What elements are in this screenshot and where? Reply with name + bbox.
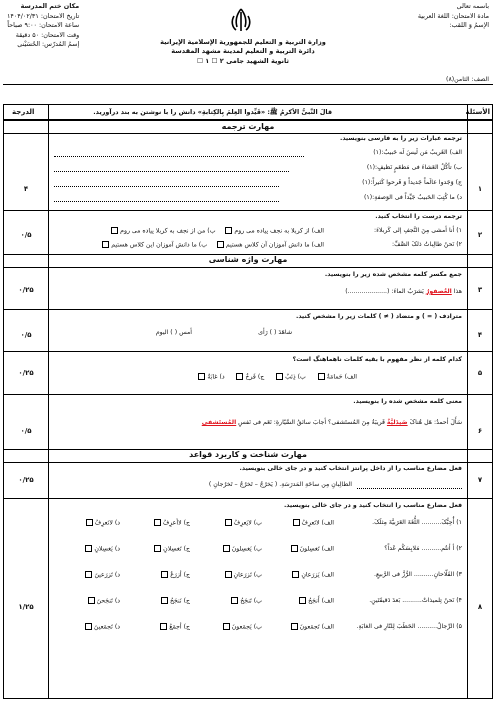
option [84,519,120,528]
checkbox[interactable] [161,571,168,578]
question-sentence [202,419,462,428]
checkbox[interactable] [85,623,92,630]
question-item: ۱) أُحِبُّکَ.......... اللُّغَةَ العَرَبیَّةَ مِثلَکَ. [372,519,462,526]
option-text: الف) حَمامَةٌ [326,373,357,381]
option [158,623,190,632]
checkbox[interactable] [299,597,306,604]
ministry-title: وزارة التربیة و التعلیم للجمهوریة الإسلامیة الإیرانیة [160,38,326,46]
answer-line[interactable] [357,488,462,489]
question-item: ۱) أنا أمشی مِنَ النَّجفِ إلی کَربلاءَ: [373,227,462,234]
question-score: ۴ [23,185,29,193]
checkbox[interactable] [198,373,205,380]
checkbox[interactable] [223,545,230,552]
option [291,519,334,528]
question-sentence [345,288,462,297]
checkbox[interactable] [225,227,232,234]
question-sentence: الطالِبانِ مِن ساحَةِ المَدرَسَةِ. ( یَخرُجُ – تَخرُجُ – تَخرُجانِ ) [208,481,352,488]
question-title: فعل مضارع مناسب را از داخل پرانتز انتخاب کنید و در جای خالی بنویسید. [239,465,462,472]
option-text: د) تَزرَعینَ [94,571,120,579]
question-score: ۰/۵ [20,427,32,435]
question-title: ترجمه عبارات زیر را به فارسی بنویسید. [339,135,462,142]
question-item: د) ما کُتِبَ الحَبیبُ جَیِّداً فی الوَصفةِ:(۱) [364,194,462,201]
highlighted-word: صَیدَلیَّةٌ [386,419,408,426]
question-number: ۸ [477,603,483,611]
answer-line[interactable] [54,156,304,157]
option [223,519,262,528]
sentence-part: سَأَلَ أحمدُ: هَل هُناکَ [409,419,462,426]
question-score: ۰/۲۵ [18,476,34,484]
checkbox[interactable] [225,571,232,578]
word-pair[interactable]: أمس ( ) الیوم [155,329,192,336]
option-text: ب) یَجمَعونَ [231,623,262,631]
question-title: مترادف ( = ) و متضاد ( ≠ ) کلمات زیر را مشخص کنید. [295,313,462,320]
highlighted-word: المُستَشفی [201,419,237,426]
option-text: ج) أجمَعُ [169,623,190,631]
checkbox[interactable] [111,227,118,234]
option-text: ج) أزرَعُ [170,571,190,579]
option [221,623,262,632]
checkbox[interactable] [154,519,161,526]
column-header-row [3,104,493,120]
question-score: ۰/۵ [20,331,32,339]
ministry-block [153,38,333,66]
teacher-name: إسمُ المُدرّس: الحُسَیْنی [17,40,80,49]
checkbox[interactable] [318,373,325,380]
option [83,545,120,554]
checkbox[interactable] [225,519,232,526]
option [229,597,262,606]
question-title: ترجمه درست را انتخاب کنید. [375,213,462,220]
question-item: ۴) نَحنُ تِلمیذاتٌ.......... بَعدَ دَقیقَتَینِ. [369,597,462,604]
option [86,597,120,606]
question-title: کدام کلمه از نظر مفهوم با بقیه کلمات ناهماهنگ است؟ [292,356,462,363]
question-score: ۰/۲۵ [18,286,34,294]
checkbox[interactable] [276,373,283,380]
header-divider [3,84,493,85]
option [83,623,120,632]
grade-label: الصف: الثامن(۸) [446,76,489,83]
option-text: الف) ما دانش آموزان آن کلاس هستیم [225,241,324,249]
option-text: د) لانَعرِفُ [94,519,120,527]
question-item: ۲) أ أنتُم.......... مَلابِسَکُم غَداً؟ [384,545,462,552]
question-item: ج) وَجَدوا عالَماً جَدیداً وَ فَرحوا کَثیراً:(۱) [362,179,462,186]
question-title: فعل مضارع مناسب را انتخاب کنید و در جای خالی بنویسید. [283,502,462,509]
question-score: ۰/۲۵ [18,369,34,377]
question-item: ۵) الرِّجالُ.......... الحَطَبَ لِلنّارِ فی الغابَةِ. [356,623,462,630]
question-score: ۱/۲۵ [18,603,34,611]
checkbox[interactable] [161,597,168,604]
question-number: ۲ [477,231,483,239]
word-pair[interactable]: شاهَدَ ( ) رَأی [258,329,292,336]
checkbox[interactable] [86,519,93,526]
option-text: الف) تَجمَعونَ [299,623,334,631]
question-number: ۵ [477,369,483,377]
answer-line[interactable] [54,201,279,202]
subject-label: مادة الامتحان: اللغة العربیة [417,11,489,20]
checkbox[interactable] [217,241,224,248]
option-text: الف) تَغسِلونَ [299,545,334,553]
question-title: معنی کلمه مشخص شده را بنویسید. [353,398,462,405]
option-text: ب) لایَعرِفُ [233,519,262,527]
question-item: ب) تأکُلُ العَشاءَ فی مَطعَمٍ نَظیفٍ:(۱) [366,164,462,171]
sentence-part: هذا [453,288,462,295]
question-item: ۳) الفَلّاحانِ.......... الرُّزَّ فی الرَّبیعِ. [374,571,462,578]
option-text: ب) تَزرَعانِ [233,571,262,579]
option [290,571,334,580]
question-number: ۴ [477,331,483,339]
option [152,545,190,554]
iran-emblem-icon [226,6,256,36]
option-row [100,241,324,250]
option-text: د) یَغسِلانِ [94,545,120,553]
checkbox[interactable] [231,597,238,604]
checkbox[interactable] [154,545,161,552]
option-text: د) تَجمَعینَ [94,623,120,631]
option-text: ب) ذِئبٌ [285,373,306,381]
option-text: ب) من از نجف به کربلا پیاده می روم [120,227,216,235]
option [297,597,334,606]
checkbox[interactable] [85,545,92,552]
question-number: ۱ [477,185,483,193]
option-text: ج) تَغسِلانِ [163,545,190,553]
header-left-block [7,2,79,50]
basmala-text: باسمه تعالی [456,2,489,10]
checkbox[interactable] [293,519,300,526]
section-title-grammar: مهارت شناخت و کاربرد قواعد [189,450,307,459]
question-item: الف) الغَریبُ مَن لَیسَ لَه حَبیبٌ:(۱) [373,149,462,156]
checkbox[interactable] [160,623,167,630]
student-name-label: الإسمُ وَ اللقب: [449,21,489,30]
option [223,571,262,580]
checkbox[interactable] [236,373,243,380]
option-text: ب) یَغسِلونَ [231,545,262,553]
option-row [109,227,324,236]
header-right-block [418,2,489,31]
checkbox[interactable] [85,571,92,578]
checkbox[interactable] [292,571,299,578]
option-text: الف) أَنجَحُ [308,597,334,605]
question-number: ۷ [477,476,483,484]
option [152,519,190,528]
answer-line[interactable] [54,186,279,187]
questions-table [3,120,493,699]
answer-line[interactable] [54,171,289,172]
exam-duration: وقت الامتحان: ۵۰ دقیقة [15,30,80,39]
option [221,545,262,554]
option-row [196,373,357,382]
option [159,571,190,580]
checkbox[interactable] [291,623,298,630]
department-title: دائرة التربیة و التعلیم لمدینة مشهد المقدسة [171,47,315,56]
option [289,623,334,632]
checkbox[interactable] [291,545,298,552]
exam-header [3,2,493,103]
option-text: د) تَنجَحنَ [96,597,120,605]
checkbox[interactable] [88,597,95,604]
school-name: ثانویة الشهید جامی ۲ ☐ ۱ ☐ [196,56,289,65]
option-text: ب) تَنجَحُ [240,597,262,605]
question-number: ۳ [477,286,483,294]
hadith-text: قالَ النَّبیُّ الأکرمُ ﷺ: «قَیِّدوا العِلمَ بِالکِتابةِ» دانش را با نوشتن به بند درآورید. [93,108,332,116]
section-title-translation: مهارت ترجمه [221,122,275,131]
exam-time: ساعة الامتحان: ۹:۰۰ صباحاً [7,21,80,30]
option-text: ج) فَرخٌ [245,373,265,381]
sentence-part: یَشرَبُ الماءَ: (....................) [345,288,424,295]
option [289,545,334,554]
option [159,597,190,606]
questions-column-header: الأسئلة [465,108,490,116]
question-number: ۶ [477,427,483,435]
checkbox[interactable] [223,623,230,630]
question-title: جمع مکسر کلمه مشخص شده زیر را بنویسید. [324,271,462,278]
sentence-part: قَریبَةٌ مِنَ المُستَشفی؟ أجابَ سائقُ السَّیّارةِ: نَعَم فی نَفسِ [238,419,385,426]
option-text: ب) ما دانش آموزان این کلاس هستیم [111,241,208,249]
option-text: الف) یَزرَعانِ [301,571,334,579]
option-text: الف) از کربلا به نجف پیاده می روم [234,227,324,235]
option-text: د) غابَةٌ [207,373,225,381]
highlighted-word: العُصفورُ [425,288,452,295]
option-text: الف) لاتَعرِفُ [301,519,334,527]
section-title-vocabulary: مهارت واژه شناسی [208,255,288,264]
option-text: ج) نَنجَحُ [170,597,190,605]
question-item: ۲) نَحنُ طالِباتُ ذلکَ الصَّفِّ: [392,241,462,248]
option-text: ج) لاأعرِفُ [162,519,190,527]
exam-date: تاریخ الامتحان: ۱۴۰۴/۰۲/۳۱ [7,11,80,20]
school-stamp-label: مکان ختم المدرسة [20,2,80,10]
question-score: ۰/۵ [20,231,32,239]
option [83,571,120,580]
checkbox[interactable] [102,241,109,248]
score-column-header: الدرجة [12,108,35,116]
